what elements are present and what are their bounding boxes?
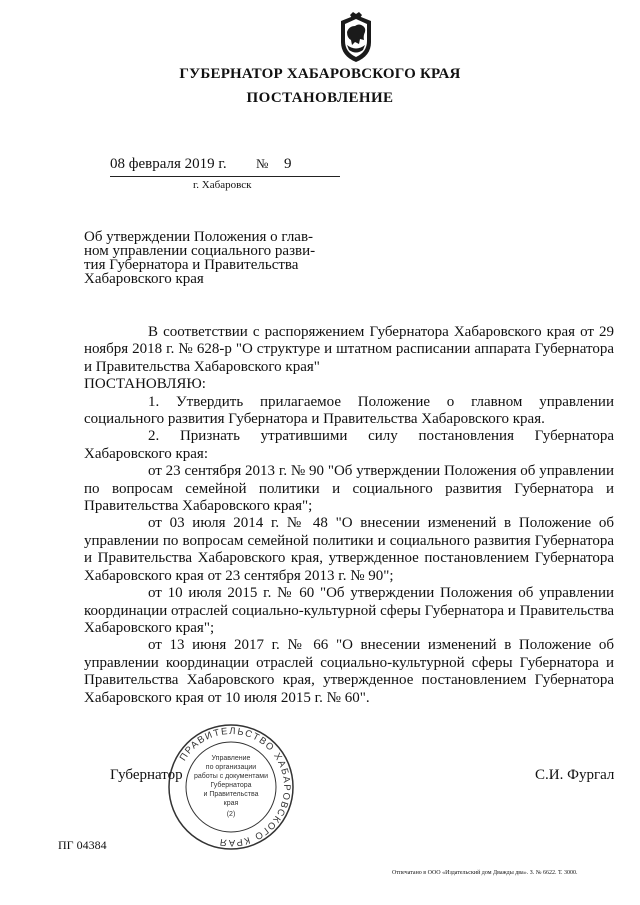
repealed-act-3: от 10 июля 2015 г. № 60 "Об утверждении Положения об управлении координации отраслей социально-культурной сферы Губернатора и Правительства Хабаровского края";	[84, 585, 614, 636]
subject-line: тия Губернатора и Правительства	[84, 257, 299, 273]
document-date: 08 февраля 2019 г.	[110, 156, 227, 172]
stamp-ring-text: ПРАВИТЕЛЬСТВО ХАБАРОВСКОГО КРАЯ	[177, 725, 293, 849]
official-stamp	[166, 722, 296, 852]
document-type: ПОСТАНОВЛЕНИЕ	[246, 90, 394, 106]
khabarovsk-coat-of-arms-icon	[333, 12, 379, 64]
signatory-name: С.И. Фургал	[535, 767, 615, 783]
printer-imprint: Отпечатано в ООО «Издательский дом Дважды два». З. № 6622. Т. 3000.	[392, 870, 578, 876]
item-2-paragraph: 2. Признать утратившими силу постановления Губернатора Хабаровского края:	[84, 428, 614, 462]
subject-line: Об утверждении Положения о глав-	[84, 229, 314, 245]
repealed-act-4: от 13 июня 2017 г. № 66 "О внесении изменений в Положение об управлении координации отраслей социально-культурной сферы Губернатора и Правительства Хабаровского края, утвержденное постановлением Губернатора Хабаровского края от 10 июля 2015 г. № 60".	[84, 637, 614, 706]
stamp-line: Губернатора	[210, 782, 252, 789]
document-city: г. Хабаровск	[193, 179, 252, 191]
stamp-line: по организации	[205, 764, 257, 771]
date-number-line	[110, 156, 340, 177]
preamble-paragraph: В соответствии с распоряжением Губернатора Хабаровского края от 29 ноября 2018 г. № 628-р "О структуре и штатном расписании аппарата Губернатора и Правительства Хабаровского края"	[84, 324, 614, 375]
signatory-title: Губернатор	[110, 767, 183, 783]
number-label: №	[256, 156, 269, 171]
stamp-line: работы с документами	[193, 773, 269, 780]
stamp-line: и Правительства	[203, 791, 259, 798]
stamp-line: края	[223, 800, 239, 807]
stamp-line: (2)	[226, 811, 236, 818]
repealed-act-2: от 03 июля 2014 г. № 48 "О внесении изменений в Положение об управлении по вопросам семейной политики и социального развития Губернатора и Правительства Хабаровского края, утвержденное постановлением Губернатора Хабаровского края от 23 сентября 2013 г. № 90";	[84, 515, 614, 584]
repealed-act-1: от 23 сентября 2013 г. № 90 "Об утверждении Положения об управлении по вопросам семейной политики и социального развития Губернатора и Правительства Хабаровского края";	[84, 463, 614, 515]
stamp-line: Управление	[211, 755, 251, 762]
document-code: ПГ 04384	[58, 838, 107, 852]
item-1-paragraph: 1. Утвердить прилагаемое Положение о главном управлении социального развития Губернатора и Правительства Хабаровского края.	[84, 393, 614, 428]
document-authority: ГУБЕРНАТОР ХАБАРОВСКОГО КРАЯ	[179, 66, 461, 82]
document-body	[84, 324, 614, 707]
document-number: 9	[284, 156, 292, 172]
document-subject	[84, 230, 346, 286]
subject-line: Хабаровского края	[84, 271, 204, 287]
subject-line: ном управлении социального разви-	[84, 243, 316, 259]
resolve-heading: ПОСТАНОВЛЯЮ:	[84, 376, 206, 393]
